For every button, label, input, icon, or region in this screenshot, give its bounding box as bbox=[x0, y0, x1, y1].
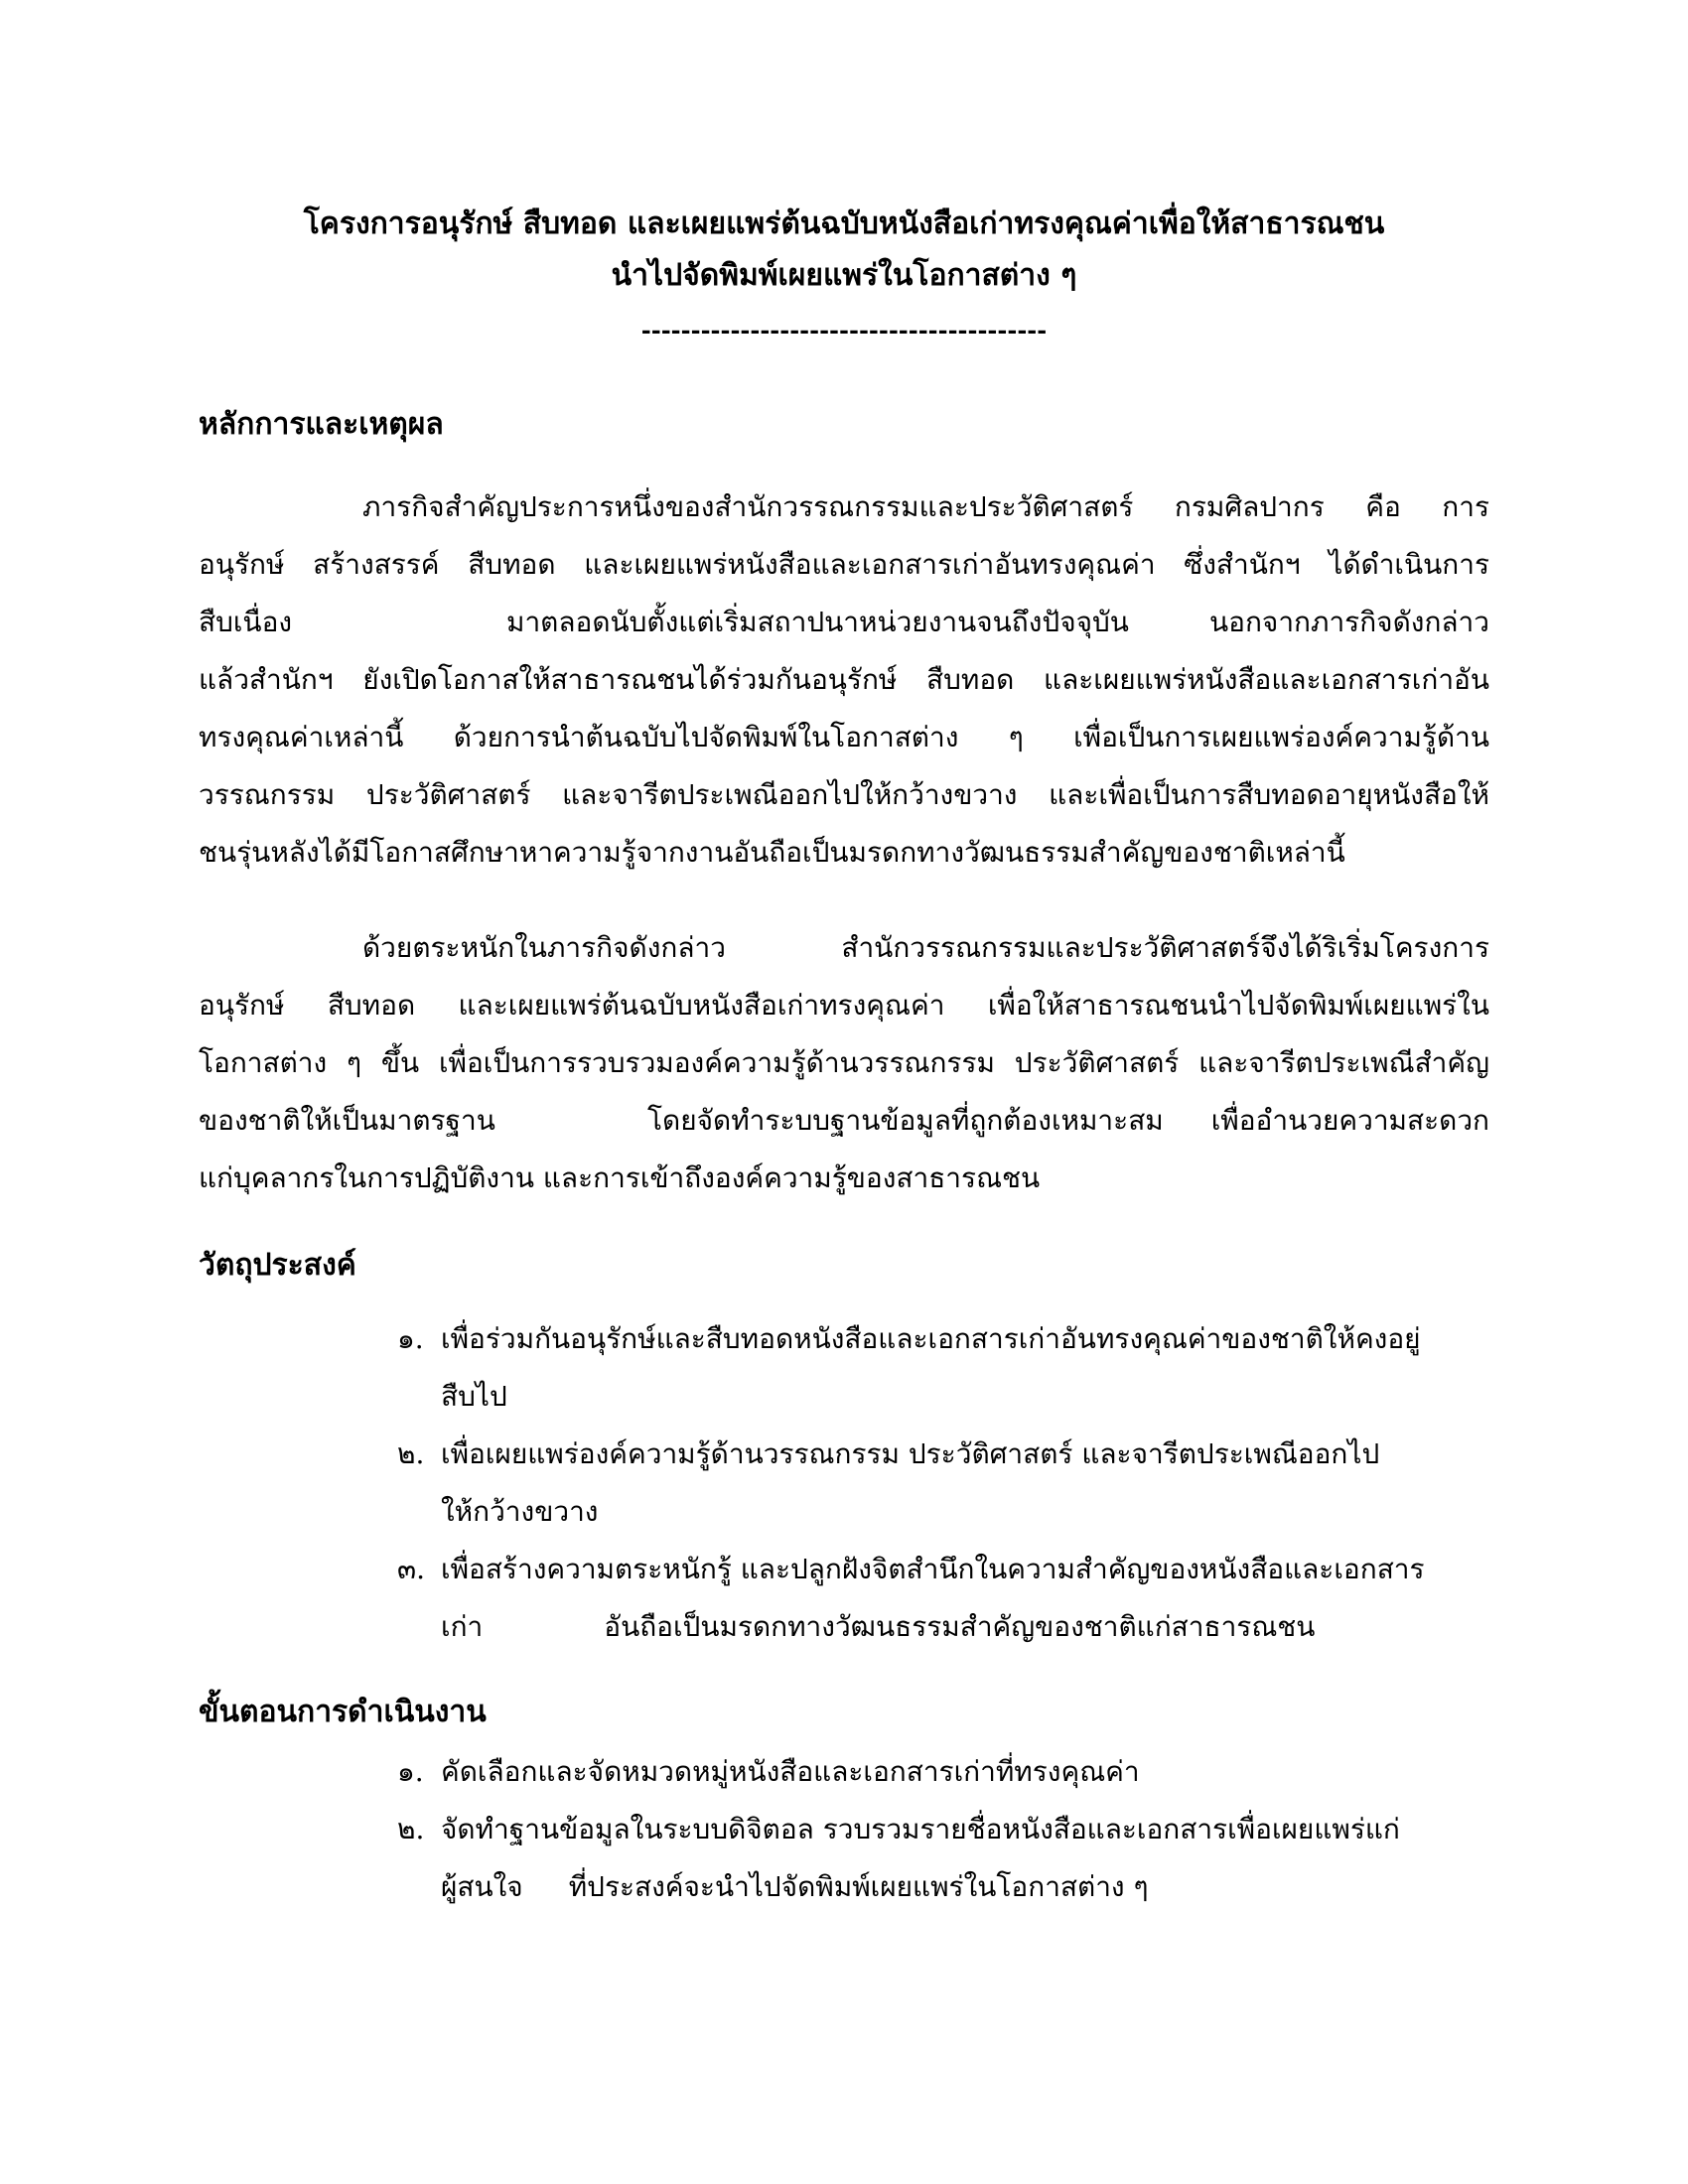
list-number: ๒. bbox=[397, 1437, 425, 1470]
section-heading-rationale: หลักการและเหตุผล bbox=[199, 407, 444, 442]
document-title-line-2: นำไปจัดพิมพ์เผยแพร่ในโอกาสต่าง ๆ bbox=[611, 258, 1077, 293]
list-text: คัดเลือกและจัดหมวดหมู่หนังสือและเอกสารเก่าที่ทรงคุณค่า bbox=[441, 1755, 1140, 1788]
list-text: เพื่อเผยแพร่องค์ความรู้ด้านวรรณกรรม ประวัติศาสตร์ และจารีตประเพณีออกไป bbox=[441, 1437, 1380, 1470]
section-heading-objectives: วัตถุประสงค์ bbox=[199, 1248, 356, 1283]
paragraph-line: วรรณกรรม ประวัติศาสตร์ และจารีตประเพณีออกไปให้กว้างขวาง และเพื่อเป็นการสืบทอดอายุหนังสือให้ bbox=[199, 778, 1489, 811]
paragraph-line: แล้วสำนักฯ ยังเปิดโอกาสให้สาธารณชนได้ร่วมกันอนุรักษ์ สืบทอด และเผยแพร่หนังสือและเอกสารเก่าอัน bbox=[199, 663, 1489, 696]
paragraph-line: อนุรักษ์ สร้างสรรค์ สืบทอด และเผยแพร่หนังสือและเอกสารเก่าอันทรงคุณค่า ซึ่งสำนักฯ ได้ดำเนินการ bbox=[199, 548, 1489, 581]
list-text: เก่า bbox=[441, 1610, 484, 1643]
list-number: ๑. bbox=[397, 1322, 424, 1355]
procedure-item-2-cont bbox=[441, 1858, 1489, 1916]
paragraph-line: ภารกิจสำคัญประการหนึ่งของสำนักวรรณกรรมและประวัติศาสตร์ กรมศิลปากร คือ การ bbox=[362, 490, 1489, 523]
objective-item-3 bbox=[397, 1541, 1489, 1598]
procedure-item-1 bbox=[397, 1743, 1489, 1801]
objective-item-2 bbox=[397, 1426, 1489, 1483]
list-number: ๓. bbox=[397, 1553, 426, 1585]
list-text: อันถือเป็นมรดกทางวัฒนธรรมสำคัญของชาติแก่สาธารณชน bbox=[604, 1610, 1316, 1643]
objective-item-2-cont: ให้กว้างขวาง bbox=[441, 1495, 599, 1528]
paragraph-line: ทรงคุณค่าเหล่านี้ ด้วยการนำต้นฉบับไปจัดพิมพ์ในโอกาสต่าง ๆ เพื่อเป็นการเผยแพร่องค์ความรู้ด้าน bbox=[199, 721, 1489, 753]
paragraph-line: โอกาสต่าง ๆ ขึ้น เพื่อเป็นการรวบรวมองค์ความรู้ด้านวรรณกรรม ประวัติศาสตร์ และจารีตประเพณีสำคัญ bbox=[199, 1046, 1489, 1079]
list-number: ๒. bbox=[397, 1813, 425, 1845]
document-title-line-1: โครงการอนุรักษ์ สืบทอด และเผยแพร่ต้นฉบับหนังสือเก่าทรงคุณค่าเพื่อให้สาธารณชน bbox=[303, 206, 1385, 241]
objective-item-3-cont bbox=[441, 1598, 1489, 1656]
paragraph-line: อนุรักษ์ สืบทอด และเผยแพร่ต้นฉบับหนังสือเก่าทรงคุณค่า เพื่อให้สาธารณชนนำไปจัดพิมพ์เผยแพร่ใน bbox=[199, 989, 1489, 1022]
list-text: เพื่อสร้างความตระหนักรู้ และปลูกฝังจิตสำนึกในความสำคัญของหนังสือและเอกสาร bbox=[441, 1553, 1425, 1585]
paragraph-line: แก่บุคลากรในการปฏิบัติงาน และการเข้าถึงองค์ความรู้ของสาธารณชน bbox=[199, 1161, 1041, 1194]
list-text: เพื่อร่วมกันอนุรักษ์และสืบทอดหนังสือและเอกสารเก่าอันทรงคุณค่าของชาติให้คงอยู่ bbox=[441, 1322, 1421, 1355]
list-text: ที่ประสงค์จะนำไปจัดพิมพ์เผยแพร่ในโอกาสต่าง ๆ bbox=[568, 1870, 1149, 1903]
objective-item-1 bbox=[397, 1310, 1489, 1368]
title-divider: ----------------------------------------- bbox=[640, 316, 1048, 344]
paragraph-line: สืบเนื่อง bbox=[199, 606, 293, 638]
paragraph-line: ด้วยตระหนักในภารกิจดังกล่าว สำนักวรรณกรรมและประวัติศาสตร์จึงได้ริเริ่มโครงการ bbox=[362, 931, 1489, 964]
procedure-item-2 bbox=[397, 1801, 1489, 1858]
list-text: ผู้สนใจ bbox=[441, 1870, 523, 1903]
objective-item-1-cont: สืบไป bbox=[441, 1380, 507, 1413]
list-text: จัดทำฐานข้อมูลในระบบดิจิตอล รวบรวมรายชื่อหนังสือและเอกสารเพื่อเผยแพร่แก่ bbox=[441, 1813, 1400, 1845]
section-heading-procedures: ขั้นตอนการดำเนินงาน bbox=[199, 1695, 487, 1729]
paragraph-line: มาตลอดนับตั้งแต่เริ่มสถาปนาหน่วยงานจนถึงปัจจุบัน นอกจากภารกิจดังกล่าว bbox=[506, 606, 1489, 638]
list-number: ๑. bbox=[397, 1755, 424, 1788]
paragraph-line: โดยจัดทำระบบฐานข้อมูลที่ถูกต้องเหมาะสม เพื่ออำนวยความสะดวก bbox=[647, 1104, 1489, 1137]
paragraph-line: ของชาติให้เป็นมาตรฐาน bbox=[199, 1104, 495, 1137]
paragraph-line: ชนรุ่นหลังได้มีโอกาสศึกษาหาความรู้จากงานอันถือเป็นมรดกทางวัฒนธรรมสำคัญของชาติเหล่านี้ bbox=[199, 836, 1345, 869]
